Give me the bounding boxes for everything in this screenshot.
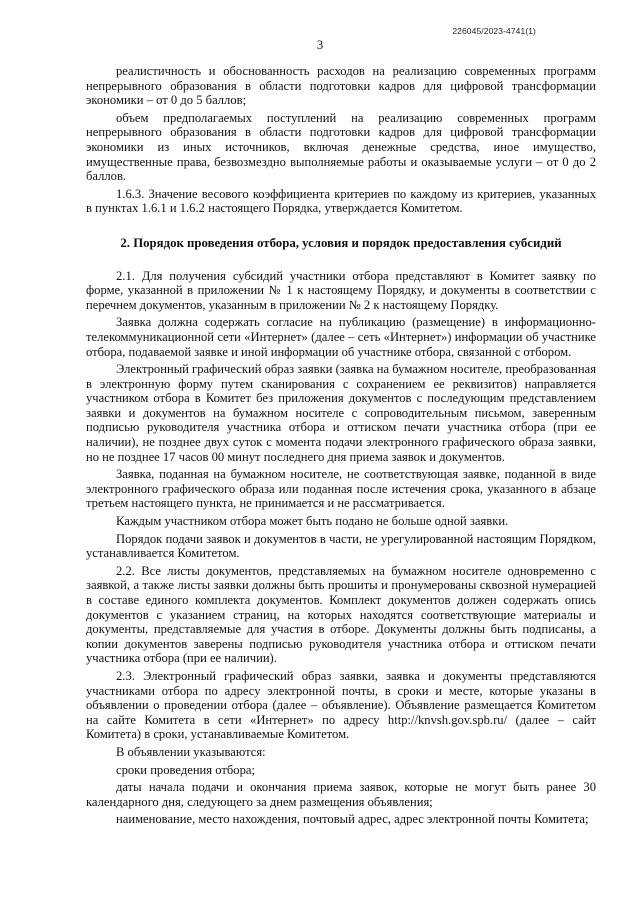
paragraph: реалистичность и обоснованность расходов на реализацию современных программ непрерывного образования в области подготовки кадров для цифровой трансформации экономики – от 0 до 5 баллов; <box>86 64 596 108</box>
paragraph: даты начала подачи и окончания приема заявок, которые не могут быть ранее 30 календарного дня, следующего за днем размещения объявления; <box>86 780 596 809</box>
paragraph: наименование, место нахождения, почтовый адрес, адрес электронной почты Комитета; <box>116 812 589 827</box>
paragraph: 2.1. Для получения субсидий участники отбора представляют в Комитет заявку по форме, указанной в приложении № 1 к настоящему Порядку, и документы в соответствии с перечнем документов, указанным в приложении № 2 к настоящему Порядку. <box>86 268 596 312</box>
paragraph: Каждым участником отбора может быть подано не больше одной заявки. <box>116 514 509 529</box>
paragraph: сроки проведения отбора; <box>116 762 255 777</box>
paragraph: В объявлении указываются: <box>116 744 266 759</box>
paragraph: 1.6.3. Значение весового коэффициента критериев по каждому из критериев, указанных в пунктах 1.6.1 и 1.6.2 настоящего Порядка, утверждается Комитетом. <box>86 186 596 216</box>
paragraph: 2.2. Все листы документов, представляемых на бумажном носителе одновременно с заявкой, а также листы заявки должны быть прошиты и пронумерованы сквозной нумерацией в составе единого комплекта документов. Комплект документов должен содержать опись документов с указанием страниц, на которых находятся соответствующие материалы и документы, представляемые для участия в отборе. Документы должны быть подписаны, а копии документов заверены подписью руководителя участника отбора и оттиском печати участника отбора (при ее наличии). <box>86 563 596 666</box>
paragraph: Электронный графический образ заявки (заявка на бумажном носителе, преобразованная в электронную форму путем сканирования с сохранением ее реквизитов) направляется участником отбора в Комитет без приложения документов с последующим представлением заявки и документов на бумажном носителе с сопроводительным письмом, заверенным подписью руководителя участника отбора и оттиском печати участника отбора (при ее наличии), не позднее двух суток с момента подачи электронного графического образа заявки, но не позднее 17 часов 00 минут последнего дня приема заявок и документов. <box>86 362 596 464</box>
paragraph: Порядок подачи заявок и документов в части, не урегулированной настоящим Порядком, устанавливается Комитетом. <box>86 531 596 561</box>
page-number: 3 <box>316 38 324 52</box>
document-id: 226045/2023-4741(1) <box>452 26 536 36</box>
document-body <box>86 64 596 827</box>
section-heading: 2. Порядок проведения отбора, условия и порядок предоставления субсидий <box>120 235 562 250</box>
paragraph: объем предполагаемых поступлений на реализацию современных программ непрерывного образования в области подготовки кадров для цифровой трансформации экономики из иных источников, включая денежные средства, иное имущество, имущественные права, безвозмездно выполняемые работы и оказываемые услуги – от 0 до 2 баллов. <box>86 110 596 184</box>
paragraph: Заявка должна содержать согласие на публикацию (размещение) в информационно-телекоммуникационной сети «Интернет» (далее – сеть «Интернет») информации об участнике отбора, подаваемой заявке и иной информации об участнике отбора, связанной с отбором. <box>86 315 596 359</box>
paragraph: 2.3. Электронный графический образ заявки, заявка и документы представляются участниками отбора по адресу электронной почты, в сроки и месте, которые указаны в объявлении о проведении отбора (далее – объявление). Объявление размещается Комитетом на сайте Комитета в сети «Интернет» по адресу http://knvsh.gov.spb.ru/ (далее – сайт Комитета) в сроки, устанавливаемые Комитетом. <box>86 668 596 742</box>
paragraph: Заявка, поданная на бумажном носителе, не соответствующая заявке, поданной в виде электронного графического образа или поданная после истечения срока, указанного в абзаце третьем настоящего пункта, не принимается и не рассматривается. <box>86 467 596 511</box>
